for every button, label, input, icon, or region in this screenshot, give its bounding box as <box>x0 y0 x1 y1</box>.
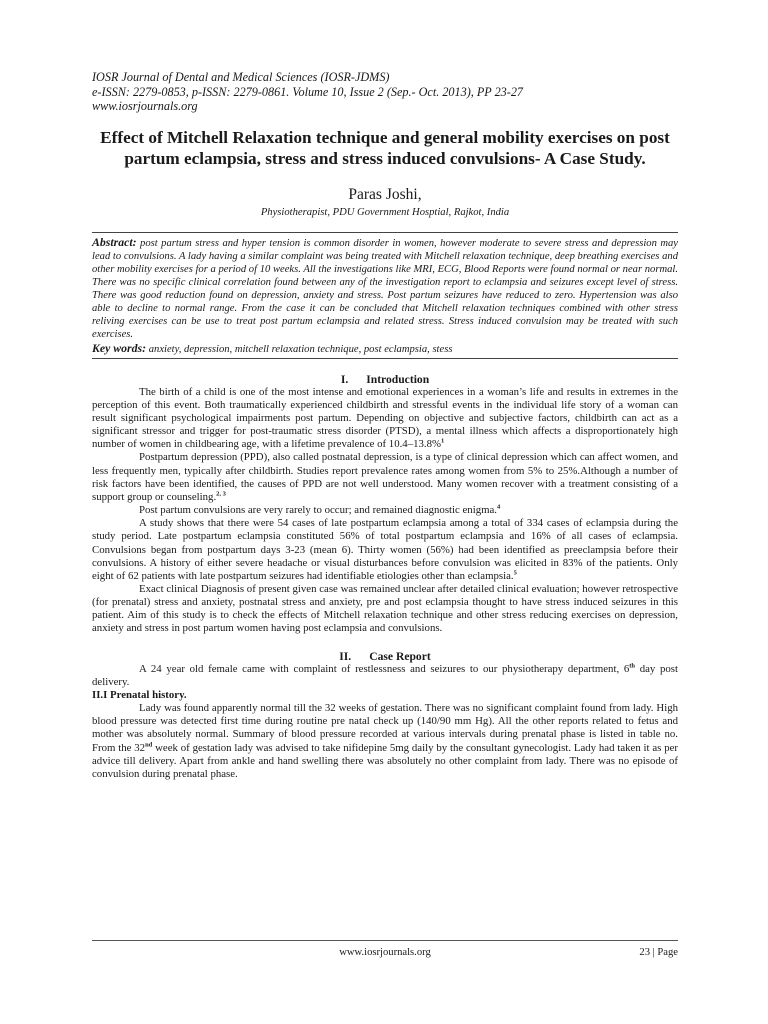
citation-ref: 5 <box>513 569 517 577</box>
intro-paragraph-1 <box>92 386 678 452</box>
intro-paragraph-3 <box>92 504 678 517</box>
ordinal-suffix: th <box>629 662 636 669</box>
paragraph-text: day post delivery. <box>92 662 678 688</box>
intro-paragraph-2 <box>92 451 678 504</box>
case-paragraph-1 <box>92 663 678 689</box>
paragraph-text: Lady was found apparently normal till the 32 weeks of gestation. There was no significant complaint found from lady. High blood pressure was detected first time during routine pre natal check up (140/90 mm Hg). All the other reports related to fetus and mother was absolutely normal. Summary of blood pressure recorded at various intervals during prenatal phase is listed in table no. From the 32 <box>92 702 678 754</box>
author-affiliation: Physiotherapist, PDU Government Hosptial, Rajkot, India <box>260 206 510 218</box>
paragraph-text: Postpartum depression (PPD), also called postnatal depression, is a type of clinical depression which can affect women, and less frequently men, typically after childbirth. Studies report prevalence rates among women from 5% to 25%.Although a number of risk factors have been identified, the causes of PPD are not well understood. Many women recover with a treatment consisting of a support group or counseling. <box>92 451 678 503</box>
journal-website: www.iosrjournals.org <box>92 99 198 114</box>
paper-page <box>92 70 678 781</box>
abstract-text: post partum stress and hyper tension is common disorder in women, however moderate to severe stress and depression may lead to convulsions. A lady having a similar complaint was being treated with Mitchell relaxation technique, deep breathing exercises and other mobility exercises for a period of 10 weeks. All the investigations like MRI, ECG, Blood Reports were found normal or near normal. There was no specific clinical correlation found between any of the investigation report to eclampsia and seizures except level of stress. There was good reduction found on depression, anxiety and stress. Post partum seizures have reduced to zero. Hypertension was also able to decline to normal range. From the case it can be concluded that Mitchell relaxation techniques combined with other stress reliving exercises can be use to treat post partum eclampsia and related stress. Stress induced convulsion may be treated with such exercises. <box>92 237 678 341</box>
paragraph-text: A 24 year old female came with complaint of restlessness and seizures to our physiotherapy department, 6 <box>139 662 630 675</box>
paragraph-text: Post partum convulsions are very rarely to occur; and remained diagnostic enigma. <box>139 504 497 517</box>
abstract-paragraph <box>92 236 678 342</box>
journal-name: IOSR Journal of Dental and Medical Sciences (IOSR-JDMS) <box>92 70 390 84</box>
subsection-heading-prenatal: II.I Prenatal history. <box>92 688 187 701</box>
intro-paragraph-5: Exact clinical Diagnosis of present given case was remained unclear after detailed clinical evaluation; however retrospective (for prenatal) stress and anxiety, postnatal stress and anxiety, pre and post eclampsia thought to have stress induced seizures in this patient. Aim of this study is to check the effects of Mitchell relaxation technique and other stress reducing exercises on depression, anxiety and stress in post partum women having post eclampsia and convulsions. <box>92 582 678 635</box>
keywords-text: anxiety, depression, mitchell relaxation technique, post eclampsia, stess <box>146 343 453 355</box>
section-number: I. <box>340 372 349 386</box>
keywords-label: Key words: <box>92 340 147 355</box>
paragraph-text: The birth of a child is one of the most intense and emotional experiences in a woman’s life and results in extremes in the perception of this event. Both traumatically experienced childbirth and stressful events in the individual life story of a woman can result significant psychological impairments post partum. Depending on objective and subjective factors, childbirth can act as a significant stressor and trigger for post-traumatic stress disorder (PTSD), a mental illness which affects a disproportionately high number of women in childbearing age, with a lifetime prevalence of 10.4–13.8% <box>92 385 678 451</box>
introduction-body <box>92 386 678 636</box>
section-number: II. <box>339 649 352 663</box>
section-heading-introduction <box>92 373 678 386</box>
section-heading-case-report <box>92 650 678 663</box>
section-title: Introduction <box>366 372 430 386</box>
case-report-body <box>92 663 678 781</box>
citation-ref: 2, 3 <box>216 490 226 498</box>
section-title: Case Report <box>369 649 431 663</box>
abstract-label: Abstract: <box>92 234 137 249</box>
keywords-paragraph <box>92 342 678 359</box>
paragraph-text: week of gestation lady was advised to take nifidepine 5mg daily by the consultant gynecologist. Lady had taken it as per advice till delivery. Apart from ankle and hand swelling there was absolutely no other complaint from lady. There was no episode of convulsion during prenatal phase. <box>92 741 678 780</box>
abstract-block <box>92 232 678 359</box>
case-paragraph-2 <box>92 702 678 781</box>
ordinal-suffix: nd <box>145 740 153 748</box>
intro-paragraph-4 <box>92 517 678 583</box>
journal-issn: e-ISSN: 2279-0853, p-ISSN: 2279-0861. Volume 10, Issue 2 (Sep.- Oct. 2013), PP 23-27 <box>92 84 524 99</box>
citation-ref: 1 <box>441 437 445 445</box>
footer-url: www.iosrjournals.org <box>339 947 431 958</box>
paragraph-text: A study shows that there were 54 cases of late postpartum eclampsia among a total of 334 cases of eclampsia during the study period. Late postpartum eclampsia constituted 56% of total postpartum eclampsia and 16% of all cases of eclampsia. Convulsions began from postpartum days 3-23 (mean 6). Thirty women (56%) had been identified as preeclampsia before their convulsions. A history of either severe headache or visual disturbances before convulsion was elicited in 83% of the patients. Only eight of 62 patients with late postpartum seizures had identifiable etiologies other than eclampsia. <box>92 517 678 582</box>
page-number: 23 | Page <box>639 947 678 958</box>
author-name: Paras Joshi, <box>348 185 422 203</box>
citation-ref: 4 <box>497 503 501 511</box>
paper-title: Effect of Mitchell Relaxation technique and general mobility exercises on post partum eclampsia, stress and stress induced convulsions- A Case Study. <box>100 127 670 169</box>
page-footer <box>92 940 678 958</box>
